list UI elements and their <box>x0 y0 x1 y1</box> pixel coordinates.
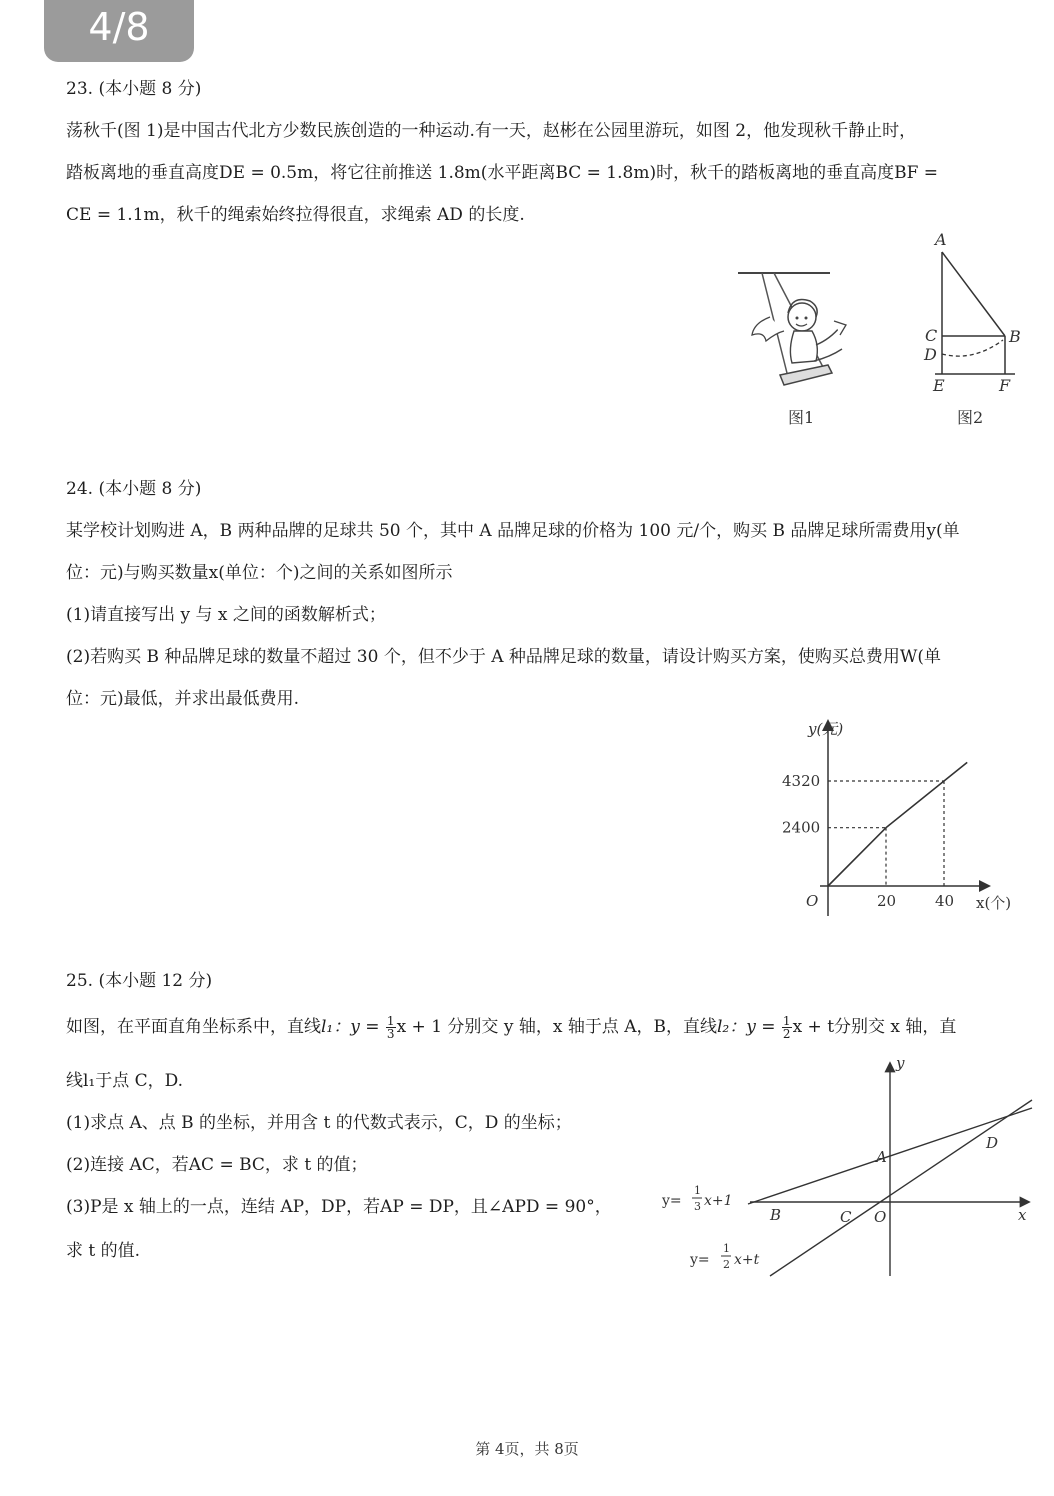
fraction-numerator: 1 <box>386 1014 395 1028</box>
q25-line-1 <box>66 1012 956 1040</box>
q25-line-4: (2)连接 AC，若AC = BC，求 t 的值； <box>66 1155 368 1175</box>
q24-line-2: 位：元)与购买数量x(单位：个)之间的关系如图所示 <box>66 563 453 583</box>
point-D-label: D <box>924 345 937 364</box>
y-axis-label: y <box>896 1054 905 1072</box>
q24-line-3: (1)请直接写出 y 与 x 之间的函数解析式； <box>66 605 386 625</box>
page-footer: 第 4页，共 8页 <box>475 1440 579 1458</box>
fraction-denominator: 2 <box>782 1027 791 1041</box>
point-E-label: E <box>933 376 945 395</box>
fraction-denominator: 3 <box>386 1027 395 1041</box>
fraction-one-third <box>386 1015 396 1040</box>
eq1-denominator: 3 <box>694 1200 701 1213</box>
q25-line-5: (3)P是 x 轴上的一点，连结 AP，DP，若AP = DP，且∠APD = 90°， <box>66 1197 612 1217</box>
point-A-label: A <box>876 1148 887 1166</box>
cost-quantity-chart-svg <box>770 712 1040 922</box>
eq2-prefix: y= <box>690 1252 710 1268</box>
fraction-numerator: 1 <box>782 1014 791 1028</box>
q24-line-5: 位：元)最低，并求出最低费用. <box>66 689 300 709</box>
origin-label: O <box>806 892 819 910</box>
point-C-label: C <box>840 1208 852 1226</box>
fraction-one-half <box>782 1015 792 1040</box>
x-axis-label: x <box>1018 1206 1027 1224</box>
q25-heading: 25. (本小题 12 分) <box>66 971 213 991</box>
line-l2 <box>770 1100 1032 1276</box>
eq1-numerator: 1 <box>694 1184 701 1197</box>
q25-line-2: 线l₁于点 C，D. <box>66 1071 184 1091</box>
eq2-suffix: x+t <box>734 1252 760 1268</box>
swing-geometry-svg <box>915 228 1035 433</box>
point-B-label: B <box>1009 327 1021 346</box>
q25-line-1-part-b: x + 1 分别交 y 轴，x 轴于点 A，B，直线 <box>396 1017 717 1037</box>
eq2-denominator: 2 <box>723 1258 730 1271</box>
x-tick-label-40: 40 <box>935 892 955 910</box>
q24-line-1: 某学校计划购进 A，B 两种品牌的足球共 50 个，其中 A 品牌足球的价格为 100 元/个，购买 B 品牌足球所需费用y(单 <box>66 521 960 541</box>
equation-l1-label <box>661 1184 733 1213</box>
eq1-prefix: y= <box>662 1193 682 1209</box>
y-tick-label-2400: 2400 <box>782 818 821 837</box>
point-F-label: F <box>999 376 1011 395</box>
coordinate-plane-figure <box>660 1052 1040 1282</box>
swing-geometry-figure <box>915 228 1035 433</box>
swing-illustration-figure <box>730 265 870 435</box>
page-indicator-badge: 4/8 <box>44 0 194 62</box>
q25-l1-equation-start: l₁：y = <box>321 1017 380 1037</box>
q23-line-2: 踏板离地的垂直高度DE = 0.5m，将它往前推送 1.8m(水平距离BC = 1.8m)时，秋千的踏板离地的垂直高度BF = <box>66 163 939 183</box>
q24-line-4: (2)若购买 B 种品牌足球的数量不超过 30 个，但不少于 A 种品牌足球的数量，请设计购买方案，使购买总费用W(单 <box>66 647 942 667</box>
q25-line-3: (1)求点 A、点 B 的坐标，并用含 t 的代数式表示，C，D 的坐标； <box>66 1113 572 1133</box>
q24-heading: 24. (本小题 8 分) <box>66 479 202 499</box>
coordinate-plane-svg <box>660 1052 1040 1282</box>
swing-illustration-svg <box>730 265 870 435</box>
x-axis-label: x(个) <box>976 894 1012 912</box>
y-axis-label: y(元) <box>808 720 844 738</box>
q23-heading: 23. (本小题 8 分) <box>66 79 202 99</box>
cost-quantity-chart <box>770 712 1040 922</box>
eq1-suffix: x+1 <box>704 1193 733 1209</box>
point-B-label: B <box>770 1206 782 1224</box>
y-tick-label-4320: 4320 <box>782 772 821 791</box>
point-D-label: D <box>986 1134 999 1152</box>
point-C-label: C <box>925 326 938 345</box>
q25-line-6: 求 t 的值. <box>66 1241 141 1261</box>
fig2-caption: 图2 <box>957 408 984 427</box>
x-tick-label-20: 20 <box>877 892 897 910</box>
point-A-label: A <box>935 230 947 249</box>
origin-label: O <box>874 1208 887 1226</box>
q23-line-3: CE = 1.1m，秋千的绳索始终拉得很直，求绳索 AD 的长度. <box>66 205 525 225</box>
equation-l2-label <box>689 1242 760 1271</box>
q25-l2-equation-start: l₂：y = <box>717 1017 776 1037</box>
q23-line-1: 荡秋千(图 1)是中国古代北方少数民族创造的一种运动.有一天，赵彬在公园里游玩，如图 2，他发现秋千静止时， <box>66 121 917 141</box>
q25-line-1-part-c: x + t分别交 x 轴，直 <box>792 1017 957 1037</box>
q25-line-1-part-a: 如图，在平面直角坐标系中，直线 <box>66 1017 321 1037</box>
eq2-numerator: 1 <box>723 1242 730 1255</box>
fig1-caption: 图1 <box>788 408 815 427</box>
